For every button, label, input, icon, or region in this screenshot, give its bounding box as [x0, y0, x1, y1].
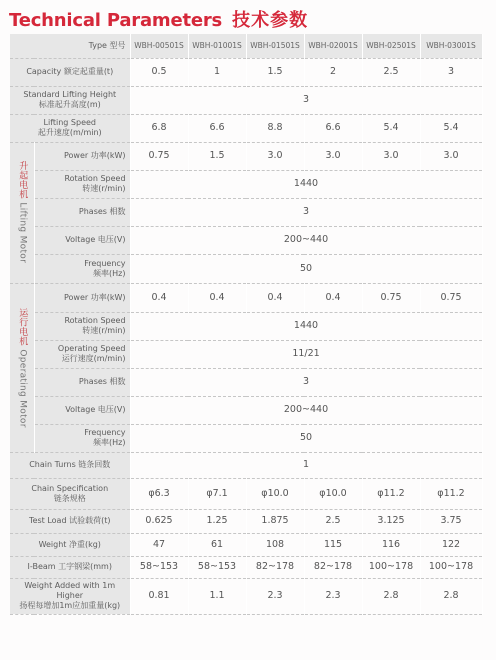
value-cell: 0.75 [420, 283, 482, 312]
value-cell: 1.5 [188, 142, 246, 170]
table-row [10, 58, 482, 86]
table-row [10, 478, 482, 509]
value-cell: 108 [246, 533, 304, 556]
value-cell: φ6.3 [130, 478, 188, 509]
table-row [10, 452, 482, 478]
row-label-line: 扬程每增加1m应加重量(kg) [19, 601, 121, 610]
value-cell: 2.3 [246, 578, 304, 614]
table-row [10, 368, 482, 396]
model-header-cell: WBH-03001S [420, 34, 482, 58]
row-label [10, 478, 130, 509]
value-cell: φ10.0 [304, 478, 362, 509]
table-row [10, 170, 482, 198]
value-cell: 3.0 [246, 142, 304, 170]
row-label [34, 170, 130, 198]
value-cell: 0.75 [130, 142, 188, 170]
row-label [34, 198, 130, 226]
value-cell: 115 [304, 533, 362, 556]
row-label [34, 312, 130, 340]
value-cell: 58~153 [188, 556, 246, 578]
value-cell: 2.5 [362, 58, 420, 86]
model-header-cell: WBH-01001S [188, 34, 246, 58]
table-row [10, 533, 482, 556]
group-label-cn: 升起电机 [17, 161, 28, 200]
value-cell: 100~178 [420, 556, 482, 578]
value-cell: 8.8 [246, 114, 304, 142]
value-cell: 122 [420, 533, 482, 556]
value-cell: 0.75 [362, 283, 420, 312]
table-row [10, 578, 482, 614]
table-row [10, 254, 482, 283]
value-cell: 1.875 [246, 509, 304, 533]
row-label-line: Capacity 额定起重量(t) [26, 67, 114, 76]
row-label [10, 114, 130, 142]
value-cell: 6.6 [304, 114, 362, 142]
row-label-line: Power 功率(kW) [64, 292, 126, 302]
group-label-text [16, 161, 27, 263]
header-row [10, 34, 482, 58]
value-cell: 47 [130, 533, 188, 556]
value-cell: 82~178 [246, 556, 304, 578]
value-cell: 116 [362, 533, 420, 556]
value-cell: 0.4 [188, 283, 246, 312]
row-label [10, 578, 130, 614]
value-cell: 6.8 [130, 114, 188, 142]
row-label-line: 链条规格 [53, 493, 86, 503]
row-label-line: Phases 相数 [78, 377, 126, 386]
merged-value-cell: 3 [130, 86, 482, 114]
row-label-line: 转速(r/min) [82, 326, 126, 335]
row-label-line: Lifting Speed [43, 118, 96, 127]
row-label-line: Operating Speed [57, 344, 126, 353]
value-cell: 3.125 [362, 509, 420, 533]
value-cell: φ11.2 [362, 478, 420, 509]
row-label [34, 368, 130, 396]
title-en: Technical Parameters [9, 10, 223, 31]
value-cell: 3.0 [304, 142, 362, 170]
value-cell: 2 [304, 58, 362, 86]
row-label-line: Standard Lifting Height [23, 90, 117, 99]
value-cell: 82~178 [304, 556, 362, 578]
row-label-line: Test Load 试验载荷(t) [29, 516, 111, 525]
row-label [10, 86, 130, 114]
row-label [34, 226, 130, 254]
value-cell: 0.5 [130, 58, 188, 86]
model-header-cell: WBH-02001S [304, 34, 362, 58]
value-cell: 0.4 [130, 283, 188, 312]
row-label-line: 标准起升高度(m) [38, 100, 101, 109]
table-row [10, 226, 482, 254]
value-cell: φ7.1 [188, 478, 246, 509]
row-label-line: 起升速度(m/min) [37, 128, 102, 137]
value-cell: 3.0 [420, 142, 482, 170]
row-label [34, 283, 130, 312]
table-row [10, 114, 482, 142]
row-label-line: Frequency [84, 428, 126, 437]
row-label-line: Weight Added with 1m Higher [24, 581, 116, 600]
value-cell: 0.81 [130, 578, 188, 614]
row-label-line: Voltage 电压(V) [65, 405, 126, 414]
model-header-cell: WBH-02501S [362, 34, 420, 58]
row-label-line: Power 功率(kW) [64, 151, 126, 160]
value-cell: 5.4 [362, 114, 420, 142]
merged-value-cell: 50 [130, 254, 482, 283]
title-cn: 技术参数 [232, 10, 309, 31]
row-label [34, 396, 130, 424]
page-title [9, 6, 308, 32]
row-label-line: 频率(Hz) [93, 268, 126, 278]
header-type-label: Type 型号 [10, 34, 130, 58]
row-label-line: Frequency [84, 258, 126, 268]
value-cell: 5.4 [420, 114, 482, 142]
value-cell: 2.8 [362, 578, 420, 614]
row-label [10, 509, 130, 533]
merged-value-cell: 1440 [130, 312, 482, 340]
row-label-line: Rotation Speed [64, 174, 126, 183]
model-header-cell: WBH-01501S [246, 34, 304, 58]
merged-value-cell: 1 [130, 452, 482, 478]
table-row [10, 556, 482, 578]
table-row [10, 142, 482, 170]
value-cell: 58~153 [130, 556, 188, 578]
value-cell: 100~178 [362, 556, 420, 578]
row-label-line: Phases 相数 [78, 207, 126, 216]
value-cell: 3.0 [362, 142, 420, 170]
value-cell: 0.4 [246, 283, 304, 312]
table-row [10, 312, 482, 340]
row-label-line: I-Beam 工字钢梁(mm) [27, 562, 112, 571]
group-label-cn: 运行电机 [17, 307, 28, 346]
group-label-en: Lifting Motor [17, 202, 28, 264]
row-label-line: 运行速度(m/min) [61, 354, 126, 363]
row-label-line: Rotation Speed [64, 316, 126, 325]
model-header-cell: WBH-00501S [130, 34, 188, 58]
row-label [10, 556, 130, 578]
row-label-line: Voltage 电压(V) [65, 235, 126, 244]
row-label [34, 142, 130, 170]
row-label [10, 58, 130, 86]
value-cell: 0.625 [130, 509, 188, 533]
row-label-line: 转速(r/min) [82, 184, 126, 193]
merged-value-cell: 3 [130, 198, 482, 226]
table-row [10, 340, 482, 368]
row-label [34, 340, 130, 368]
merged-value-cell: 200~440 [130, 396, 482, 424]
table-row [10, 396, 482, 424]
merged-value-cell: 50 [130, 424, 482, 452]
value-cell: 3.75 [420, 509, 482, 533]
value-cell: 61 [188, 533, 246, 556]
merged-value-cell: 3 [130, 368, 482, 396]
row-label-line: Weight 净重(kg) [38, 539, 101, 549]
value-cell: 2.3 [304, 578, 362, 614]
table-row [10, 509, 482, 533]
value-cell: 1.25 [188, 509, 246, 533]
merged-value-cell: 200~440 [130, 226, 482, 254]
table-row [10, 86, 482, 114]
row-label [10, 533, 130, 556]
value-cell: 0.4 [304, 283, 362, 312]
row-label [34, 254, 130, 283]
row-label-line: Chain Specification [31, 483, 109, 493]
row-label [34, 424, 130, 452]
group-label-operating-motor [10, 283, 34, 452]
value-cell: 2.8 [420, 578, 482, 614]
group-label-text [16, 308, 27, 428]
row-label-line: 频率(Hz) [93, 438, 126, 447]
table-row [10, 424, 482, 452]
table-row [10, 198, 482, 226]
row-label-line: Chain Turns 链条回数 [29, 460, 111, 469]
group-label-lifting-motor [10, 142, 34, 283]
parameters-table [10, 34, 483, 615]
value-cell: 2.5 [304, 509, 362, 533]
table-row [10, 283, 482, 312]
group-label-en: Operating Motor [17, 349, 28, 428]
value-cell: φ10.0 [246, 478, 304, 509]
value-cell: 1 [188, 58, 246, 86]
value-cell: φ11.2 [420, 478, 482, 509]
value-cell: 6.6 [188, 114, 246, 142]
row-label [10, 452, 130, 478]
merged-value-cell: 11/21 [130, 340, 482, 368]
value-cell: 1.5 [246, 58, 304, 86]
value-cell: 1.1 [188, 578, 246, 614]
value-cell: 3 [420, 58, 482, 86]
merged-value-cell: 1440 [130, 170, 482, 198]
